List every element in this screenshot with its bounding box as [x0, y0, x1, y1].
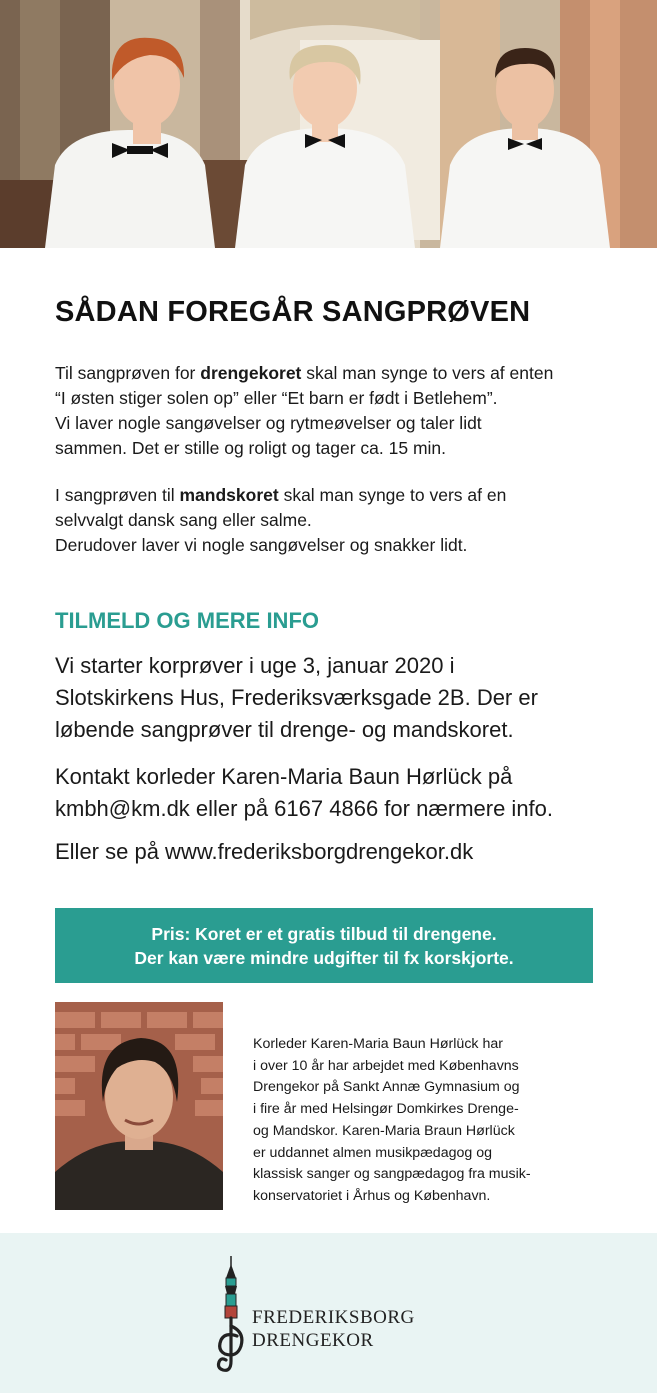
logo-line-2: DRENGEKOR: [252, 1330, 374, 1351]
logo-wordmark: [252, 1306, 415, 1352]
conductor-portrait: [55, 1002, 223, 1210]
info-line: Slotskirkens Hus, Frederiksværksgade 2B. Der er: [55, 685, 538, 710]
price-banner: [55, 908, 593, 983]
signup-heading: TILMELD OG MERE INFO: [55, 608, 319, 633]
contact-info: [55, 761, 620, 825]
bio-line: Drengekor på Sankt Annæ Gymnasium og: [253, 1079, 520, 1096]
info-line: Kontakt korleder Karen-Maria Baun Hørlück på: [55, 764, 513, 789]
bio-line: og Mandskor. Karen-Maria Braun Hørlück: [253, 1122, 515, 1139]
price-line: Pris: Koret er et gratis tilbud til drengene.: [151, 923, 497, 944]
boys-choir-line: Til sangprøven for drengekoret skal man synge to vers af enten: [55, 363, 554, 383]
bio-line: Korleder Karen-Maria Baun Hørlück har: [253, 1036, 503, 1052]
tower-clef-logo-icon: [215, 1256, 255, 1376]
boys-choir-keyword: drengekoret: [200, 363, 302, 383]
info-line: kmbh@km.dk eller på 6167 4866 for nærmere info.: [55, 796, 554, 821]
bio-line: konservatoriet i Århus og København.: [253, 1187, 491, 1204]
mens-choir-line: selvvalgt dansk sang eller salme.: [55, 510, 312, 530]
info-line: løbende sangprøver til drenge- og mandskoret.: [55, 717, 514, 742]
conductor-bio: [253, 1034, 598, 1208]
logo-line-1: FREDERIKSBORG: [252, 1307, 415, 1328]
conductor-photo-illustration: [55, 1002, 223, 1210]
choir-boys-illustration: [0, 0, 657, 248]
mens-choir-line: Derudover laver vi nogle sangøvelser og snakker lidt.: [55, 535, 468, 555]
hero-photo: [0, 0, 657, 248]
bio-line: klassisk sanger og sangpædagog fra musik-: [253, 1166, 531, 1183]
boys-choir-line: sammen. Det er stille og roligt og tager ca. 15 min.: [55, 438, 447, 458]
bio-line: er uddannet almen musikpædagog og: [253, 1144, 492, 1161]
mens-choir-paragraph: [55, 483, 615, 558]
boys-choir-line: “I østen stiger solen op” eller “Et barn er født i Betlehem”.: [55, 388, 498, 408]
boys-choir-line: Vi laver nogle sangøvelser og rytmeøvelser og taler lidt: [55, 413, 482, 433]
page-title: SÅDAN FOREGÅR SANGPRØVEN: [55, 296, 531, 328]
info-line: Vi starter korprøver i uge 3, januar 2020 i: [55, 653, 455, 678]
website-info: Eller se på www.frederiksborgdrengekor.dk: [55, 839, 474, 864]
mens-choir-keyword: mandskoret: [179, 485, 279, 505]
bio-line: i fire år med Helsingør Domkirkes Drenge-: [253, 1101, 519, 1118]
mens-choir-line: I sangprøven til mandskoret skal man synge to vers af en: [55, 485, 507, 505]
boys-choir-paragraph: [55, 361, 615, 461]
schedule-info: [55, 650, 620, 746]
price-line: Der kan være mindre udgifter til fx korskjorte.: [134, 947, 514, 968]
bio-line: i over 10 år har arbejdet med Københavns: [253, 1057, 519, 1074]
